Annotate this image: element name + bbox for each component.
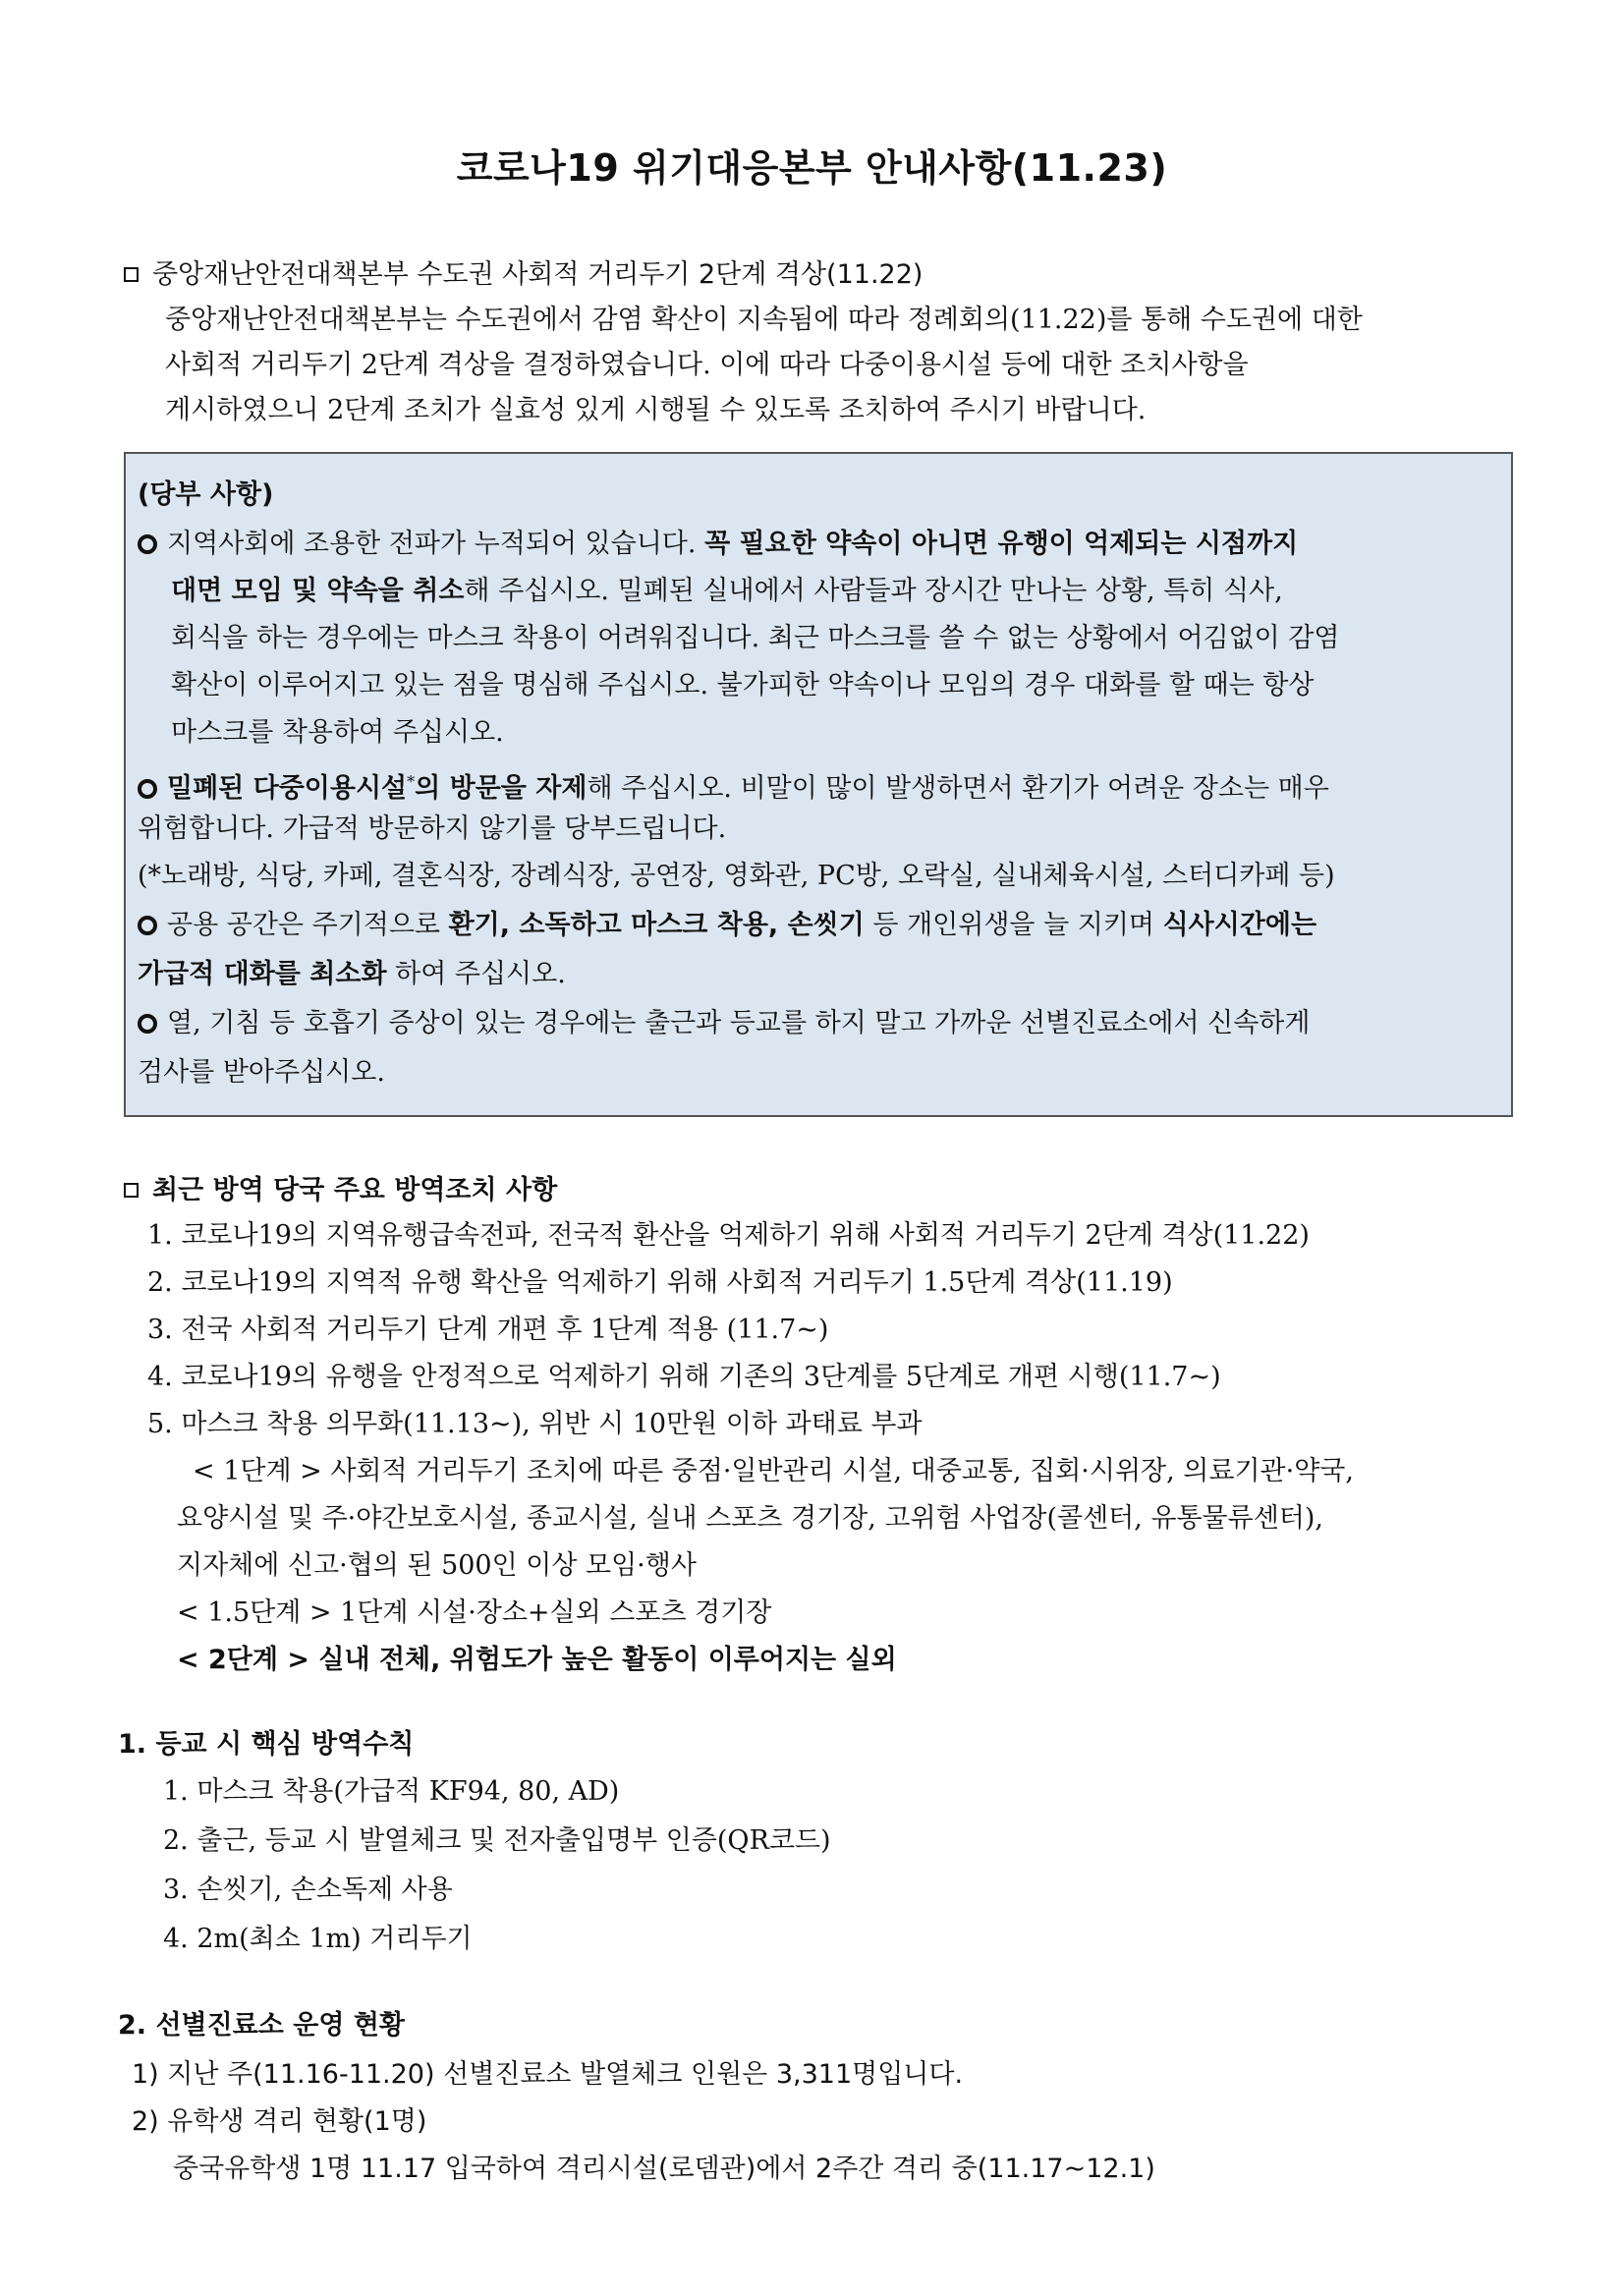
notice-box-heading: (당부 사항) xyxy=(138,479,274,510)
section4-heading: 2. 선별진료소 운영 현황 xyxy=(118,2010,405,2041)
list-item: 중국유학생 1명 11.17 입국하여 격리시설(로뎀관)에서 2주간 격리 중(11.17~12.1) xyxy=(173,2154,1155,2184)
list-item: 2. 코로나19의 지역적 유행 확산을 억제하기 위해 사회적 거리두기 1.5단계 격상(11.19) xyxy=(147,1267,1173,1298)
section1-heading: 중앙재난안전대책본부 수도권 사회적 거리두기 2단계 격상(11.22) xyxy=(124,257,923,293)
section1-text-line: 중앙재난안전대책본부는 수도권에서 감염 확산이 지속됨에 따라 정례회의(11.22)를 통해 수도권에 대한 xyxy=(165,305,1363,335)
stage-description: < 1단계 > 사회적 거리두기 조치에 따른 중점·일반관리 시설, 대중교통, 집회·시위장, 의료기관·약국, xyxy=(193,1456,1354,1486)
list-item: 3. 전국 사회적 거리두기 단계 개편 후 1단계 적용 (11.7~) xyxy=(147,1315,829,1345)
notice-bullet-1-line: 회식을 하는 경우에는 마스크 착용이 어려워집니다. 최근 마스크를 쓸 수 없는 상황에서 어김없이 감염 xyxy=(171,623,1340,653)
list-item: 1. 마스크 착용(가급적 KF94, 80, AD) xyxy=(163,1776,620,1807)
circle-bullet-icon xyxy=(138,1014,157,1034)
notice-bullet-3: 공용 공간은 주기적으로 환기, 소독하고 마스크 착용, 손씻기 등 개인위생을 늘 지키며 식사시간에는 xyxy=(138,908,1316,943)
list-item: 4. 코로나19의 유행을 안정적으로 억제하기 위해 기존의 3단계를 5단계로 개편 시행(11.7~) xyxy=(147,1362,1221,1392)
stage-description: 지자체에 신고·협의 된 500인 이상 모임·행사 xyxy=(177,1550,697,1581)
list-item: 1) 지난 주(11.16-11.20) 선별진료소 발열체크 인원은 3,311명입니다. xyxy=(132,2059,964,2090)
notice-bullet-2: 밀폐된 다중이용시설*의 방문을 자제해 주십시오. 비말이 많이 발생하면서 환기가 어려운 장소는 매우 xyxy=(138,764,1329,807)
list-item: 5. 마스크 착용 의무화(11.13~), 위반 시 10만원 이하 과태료 부과 xyxy=(147,1409,923,1439)
stage-description: < 1.5단계 > 1단계 시설·장소+실외 스포츠 경기장 xyxy=(177,1597,772,1628)
list-item: 3. 손씻기, 손소독제 사용 xyxy=(163,1875,453,1905)
section2-heading: 최근 방역 당국 주요 방역조치 사항 xyxy=(124,1173,557,1208)
checkbox-square-icon xyxy=(124,267,139,282)
circle-bullet-icon xyxy=(138,916,157,935)
list-item: 1. 코로나19의 지역유행급속전파, 전국적 환산을 억제하기 위해 사회적 거리두기 2단계 격상(11.22) xyxy=(147,1220,1310,1251)
list-item: 4. 2m(최소 1m) 거리두기 xyxy=(163,1924,473,1954)
section1-text-line: 사회적 거리두기 2단계 격상을 결정하였습니다. 이에 따라 다중이용시설 등에 대한 조치사항을 xyxy=(165,350,1249,380)
notice-bullet-2-line: 위험합니다. 가급적 방문하지 않기를 당부드립니다. xyxy=(138,813,727,844)
notice-bullet-1-line: 확산이 이루어지고 있는 점을 명심해 주십시오. 불가피한 약속이나 모임의 경우 대화를 할 때는 항상 xyxy=(171,670,1315,700)
list-item: 2. 출근, 등교 시 발열체크 및 전자출입명부 인증(QR코드) xyxy=(163,1825,831,1856)
notice-bullet-1-line: 마스크를 착용하여 주십시오. xyxy=(171,717,504,748)
stage-description: < 2단계 > 실내 전체, 위험도가 높은 활동이 이루어지는 실외 xyxy=(177,1645,897,1675)
circle-bullet-icon xyxy=(138,534,157,554)
checkbox-square-icon xyxy=(124,1183,139,1198)
notice-bullet-1: 지역사회에 조용한 전파가 누적되어 있습니다. 꼭 필요한 약속이 아니면 유행이 억제되는 시점까지 xyxy=(138,527,1298,562)
page-title: 코로나19 위기대응본부 안내사항(11.23) xyxy=(456,146,1168,190)
notice-bullet-4: 열, 기침 등 호흡기 증상이 있는 경우에는 출근과 등교를 하지 말고 가까운 선별진료소에서 신속하게 xyxy=(138,1006,1310,1041)
section1-text-line: 게시하였으니 2단계 조치가 실효성 있게 시행될 수 있도록 조치하여 주시기 바랍니다. xyxy=(165,395,1147,425)
notice-bullet-4-line: 검사를 받아주십시오. xyxy=(138,1057,385,1088)
stage-description: 요양시설 및 주·야간보호시설, 종교시설, 실내 스포츠 경기장, 고위험 사업장(콜센터, 유통물류센터), xyxy=(177,1503,1324,1534)
notice-bullet-2-line: (*노래방, 식당, 카페, 결혼식장, 장례식장, 공연장, 영화관, PC방, 오락실, 실내체육시설, 스터디카페 등) xyxy=(138,861,1335,891)
section3-heading: 1. 등교 시 핵심 방역수칙 xyxy=(118,1729,415,1760)
notice-bullet-3-line: 가급적 대화를 최소화 하여 주십시오. xyxy=(138,959,566,989)
notice-bullet-1-line: 대면 모임 및 약속을 취소해 주십시오. 밀폐된 실내에서 사람들과 장시간 만나는 상황, 특히 식사, xyxy=(171,576,1283,606)
circle-bullet-icon xyxy=(138,779,157,799)
list-item: 2) 유학생 격리 현황(1명) xyxy=(132,2106,427,2137)
